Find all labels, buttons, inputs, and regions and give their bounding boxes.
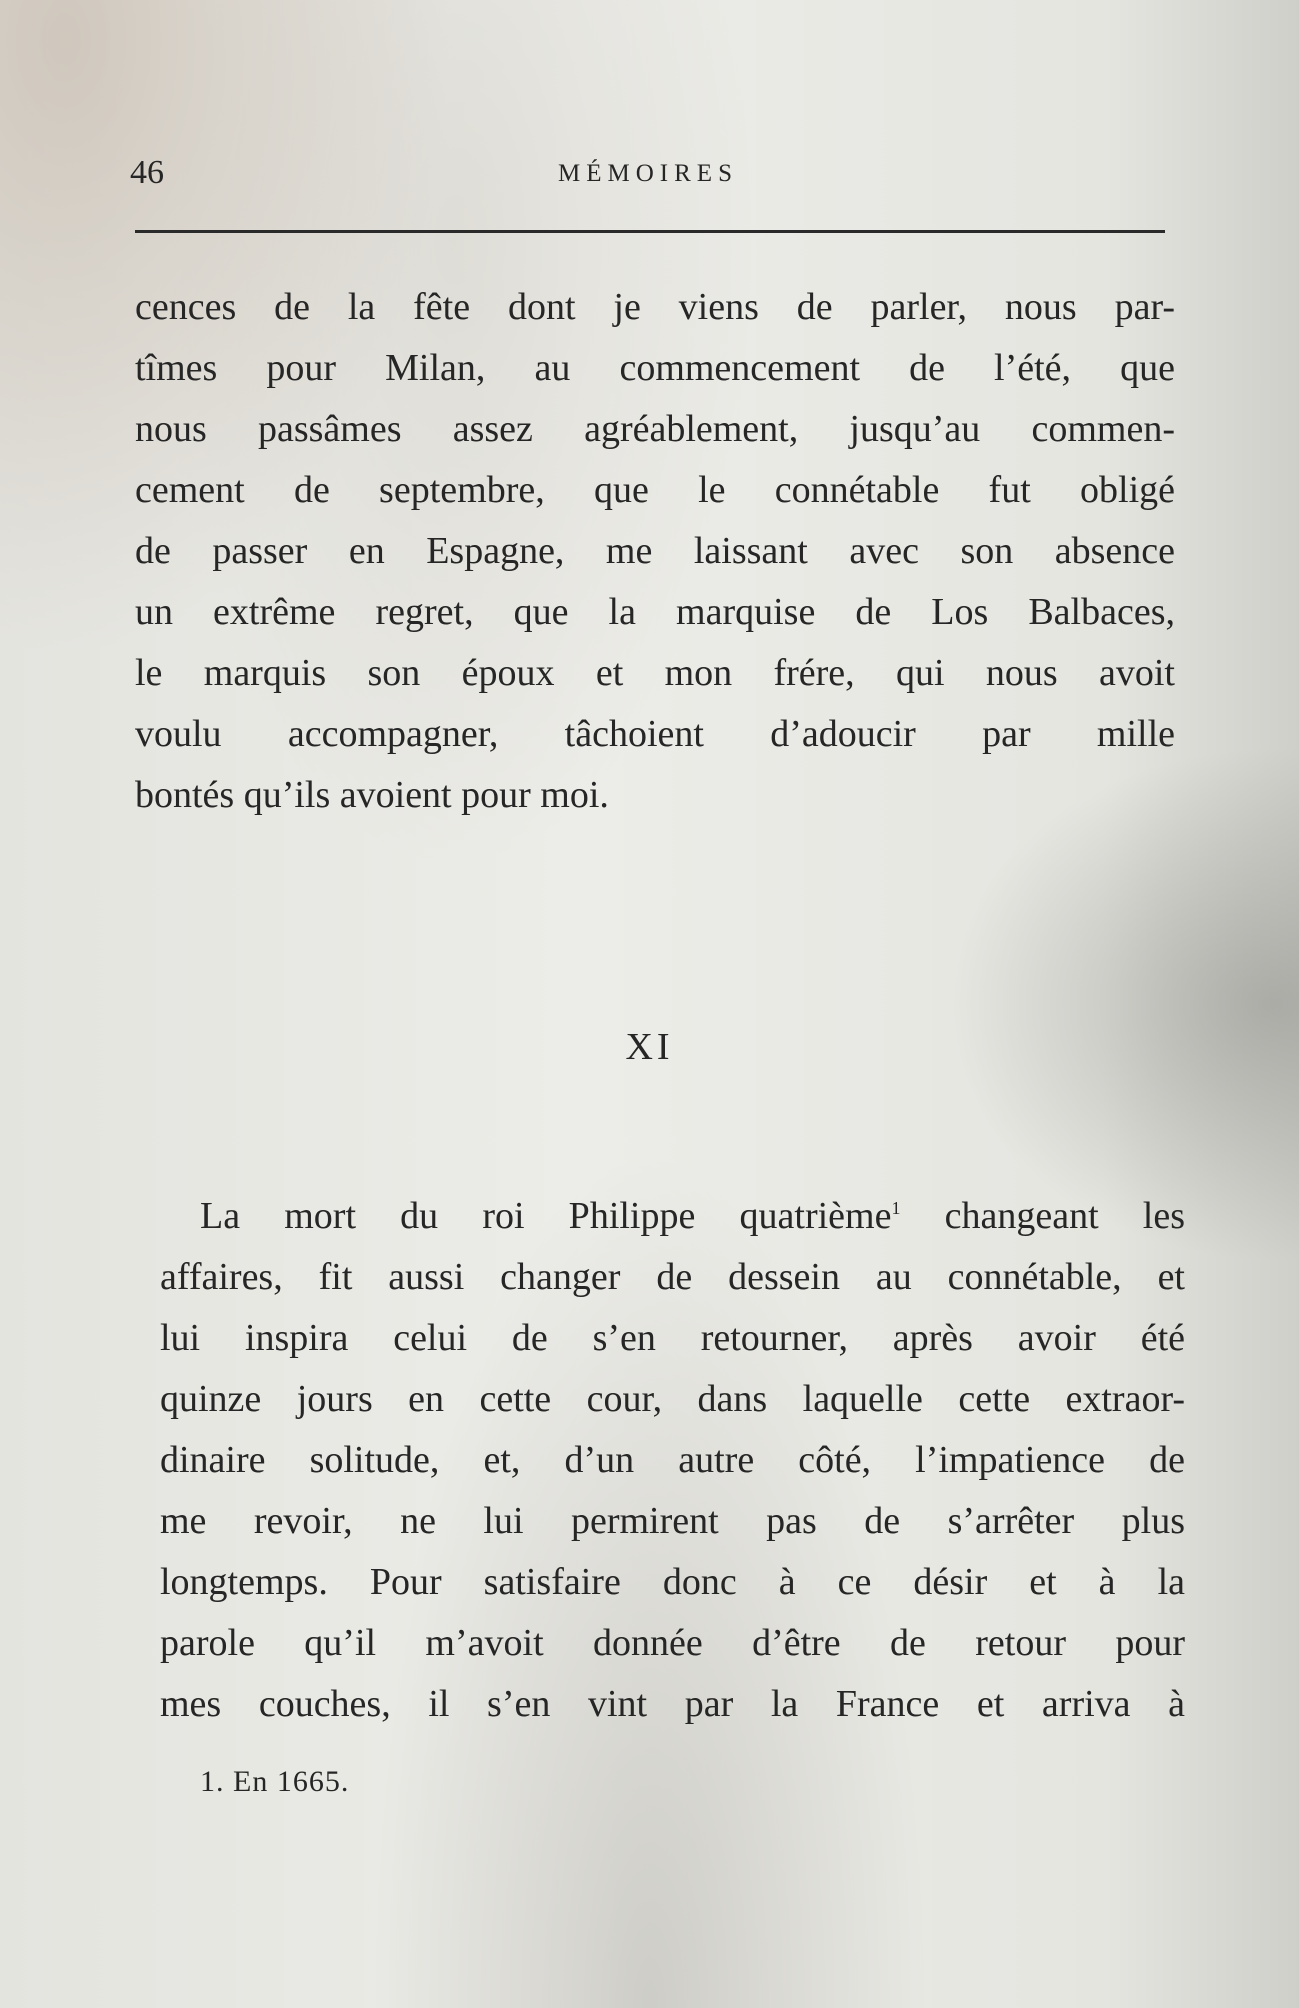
page-number: 46: [130, 154, 164, 191]
text-line: un extrême regret, que la marquise de Los Balbaces,: [135, 591, 1175, 633]
text-line: le marquis son époux et mon frére, qui nous avoit: [135, 652, 1175, 694]
header-rule: [135, 230, 1165, 233]
text-line: de passer en Espagne, me laissant avec son absence: [135, 530, 1175, 572]
footnote: 1. En 1665.: [200, 1765, 350, 1798]
text-line: voulu accompagner, tâchoient d’adoucir par mille: [135, 713, 1175, 755]
text-line: dinaire solitude, et, d’un autre côté, l’impatience de: [160, 1439, 1185, 1481]
paragraph-1: [135, 277, 1175, 826]
text-line: tîmes pour Milan, au commencement de l’été, que: [135, 347, 1175, 389]
text-segment: changeant les: [900, 1195, 1185, 1237]
text-line: bontés qu’ils avoient pour moi.: [135, 774, 609, 816]
footnote-reference: 1: [891, 1198, 901, 1218]
text-line: affaires, fit aussi changer de dessein au connétable, et: [160, 1256, 1185, 1298]
text-line: parole qu’il m’avoit donnée d’être de retour pour: [160, 1622, 1185, 1664]
text-line: nous passâmes assez agréablement, jusqu’au commen-: [135, 408, 1175, 450]
text-line: mes couches, il s’en vint par la France et arriva à: [160, 1683, 1185, 1725]
text-line: [160, 1186, 1185, 1247]
text-segment: La mort du roi Philippe quatrième: [200, 1195, 892, 1237]
running-head: [130, 150, 1166, 200]
text-line: me revoir, ne lui permirent pas de s’arrêter plus: [160, 1500, 1185, 1542]
running-title: MÉMOIRES: [558, 160, 738, 187]
text-line: longtemps. Pour satisfaire donc à ce désir et à la: [160, 1561, 1185, 1603]
text-line: cences de la fête dont je viens de parler, nous par-: [135, 286, 1175, 328]
text-line: cement de septembre, que le connétable fut obligé: [135, 469, 1175, 511]
section-heading: XI: [625, 1026, 674, 1068]
paragraph-2: [160, 1186, 1185, 1735]
text-line: lui inspira celui de s’en retourner, après avoir été: [160, 1317, 1185, 1359]
text-line: quinze jours en cette cour, dans laquelle cette extraor-: [160, 1378, 1185, 1420]
